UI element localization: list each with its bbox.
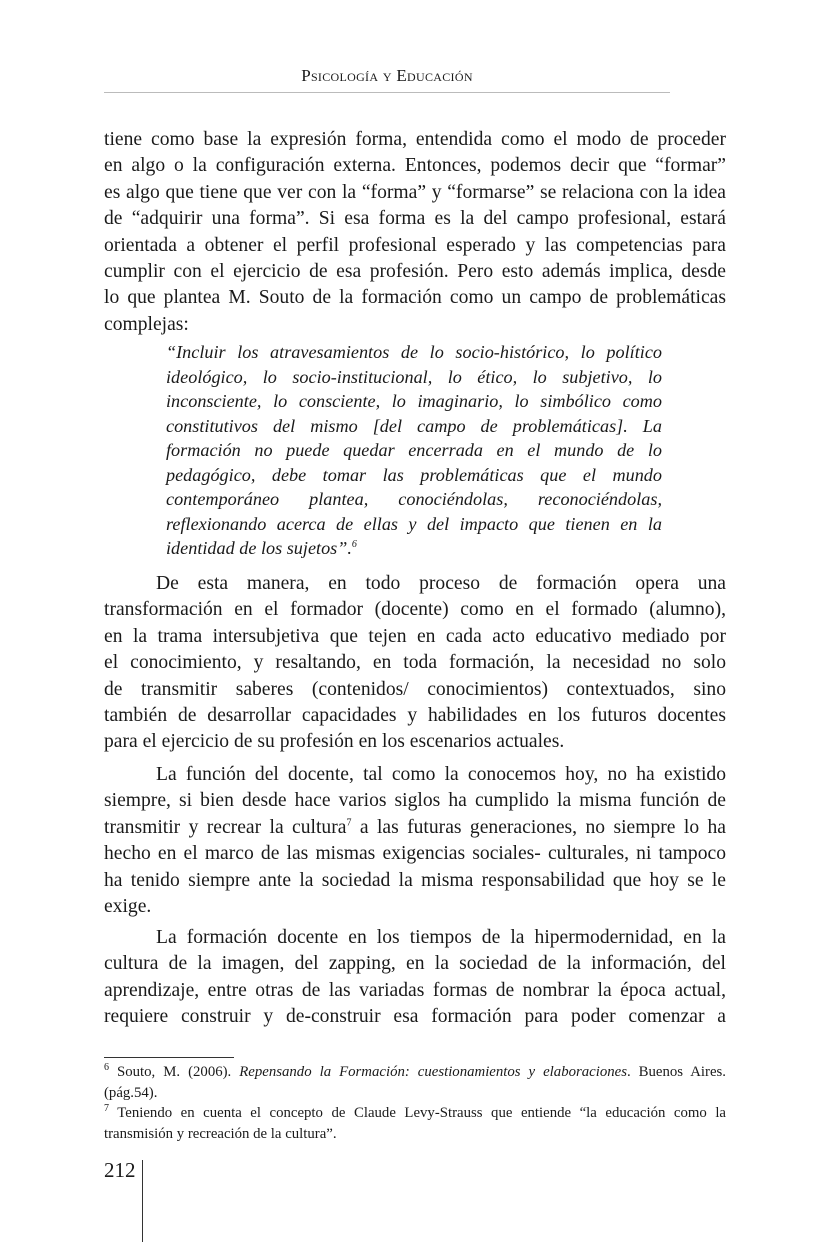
footnote-rule (104, 1057, 234, 1058)
text-line: requiere construir y de-construir esa formación para poder comenzar a (104, 1006, 726, 1028)
text-line: La formación docente en los tiempos de la hipermodernidad, en la (156, 927, 726, 948)
quote-line: “Incluir los atravesamientos de lo socio-histórico, lo político (166, 342, 662, 362)
footnote-text: Teniendo en cuenta el concepto de Claude Levy-Strauss que entiende “la educación como la (109, 1105, 726, 1122)
footnotes (104, 1062, 726, 1144)
footnote-number: 7 (104, 1103, 109, 1115)
paragraph-4 (104, 925, 726, 1031)
footnote-6 (104, 1062, 726, 1083)
text-line: en la trama intersubjetiva que tejen en cada acto educativo mediado por (104, 625, 726, 647)
quote-line: inconsciente, lo consciente, lo imaginario, lo simbólico como (166, 391, 662, 411)
footnote-text: . Buenos Aires. (626, 1064, 726, 1080)
text-line: en algo o la configuración externa. Entonces, podemos decir que “formar” (104, 155, 726, 177)
header-rule (104, 92, 670, 93)
page-number: 212 (104, 1158, 136, 1182)
running-header: Psicología y Educación (301, 66, 473, 85)
footnote-book-title: Repensando la Formación: cuestionamientos y elaboraciones (239, 1064, 627, 1080)
quote-line: reflexionando acerca de ellas y del impacto que tienen en la (166, 513, 662, 534)
text-line: el conocimiento, y resaltando, en toda formación, la necesidad no solo (104, 652, 726, 674)
text-segment: a las futuras generaciones, no siempre lo ha (351, 816, 727, 838)
footnote-ref-7[interactable]: 7 (346, 817, 352, 829)
text-line: De esta manera, en todo proceso de formación opera una (156, 573, 726, 594)
page-number-rule (142, 1160, 143, 1242)
quote-line: contemporáneo plantea, conociéndolas, reconociéndolas, (166, 489, 662, 509)
text-line: exige. (104, 895, 152, 917)
block-quote (166, 340, 662, 561)
paragraph-2 (104, 571, 726, 756)
quote-line: pedagógico, debe tomar las problemáticas que el mundo (166, 464, 662, 485)
text-line: complejas: (104, 313, 189, 335)
text-line: también de desarrollar capacidades y habilidades en los futuros docentes (104, 704, 726, 726)
text-line: lo que plantea M. Souto de la formación como un campo de problemáticas (104, 287, 726, 309)
text-line: cultura de la imagen, del zapping, en la sociedad de la información, del (104, 953, 726, 975)
text-line: hecho en el marco de las mismas exigencias sociales- culturales, ni tampoco (104, 843, 726, 865)
footnote-text: Souto, M. (2006). (109, 1064, 240, 1080)
quote-line: ideológico, lo socio-institucional, lo ético, lo subjetivo, lo (166, 366, 662, 387)
text-line: aprendizaje, entre otras de las variadas formas de nombrar la época actual, (104, 979, 726, 1001)
footnote-6-cont: (pág.54). (104, 1084, 158, 1101)
text-line: cumplir con el ejercicio de esa profesión. Pero esto además implica, desde (104, 260, 726, 282)
text-line: de transmitir saberes (contenidos/ conocimientos) contextuados, sino (104, 678, 726, 700)
quote-line (166, 536, 662, 561)
text-line: ha tenido siempre ante la sociedad la misma responsabilidad que hoy se le (104, 869, 726, 891)
footnote-ref-6[interactable]: 6 (351, 538, 357, 550)
footnote-number: 6 (104, 1062, 109, 1074)
text-line: es algo que tiene que ver con la “forma” y “formarse” se relaciona con la idea (104, 181, 726, 203)
footnote-7 (104, 1103, 726, 1124)
text-line: tiene como base la expresión forma, entendida como el modo de proceder (104, 129, 726, 150)
paragraph-1 (104, 127, 726, 338)
footnote-7-cont: transmisión y recreación de la cultura”. (104, 1125, 337, 1142)
text-line: siempre, si bien desde hace varios siglos ha cumplido la misma función de (104, 790, 726, 812)
text-line: para el ejercicio de su profesión en los escenarios actuales. (104, 731, 565, 753)
text-line: La función del docente, tal como la conocemos hoy, no ha existido (156, 764, 726, 785)
text-segment: transmitir y recrear la cultura (104, 816, 347, 838)
quote-line: formación no puede quedar encerrada en el mundo de lo (166, 440, 662, 460)
text-line: de “adquirir una forma”. Si esa forma es la del campo profesional, estará (104, 208, 726, 230)
quote-text: identidad de los sujetos”. (166, 538, 352, 558)
text-line: orientada a obtener el perfil profesional esperado y las competencias para (104, 234, 726, 256)
text-line: transformación en el formador (docente) como en el formado (alumno), (104, 599, 726, 621)
text-line (104, 815, 726, 841)
paragraph-3 (104, 762, 726, 920)
quote-line: constitutivos del mismo [del campo de problemáticas]. La (166, 415, 662, 436)
